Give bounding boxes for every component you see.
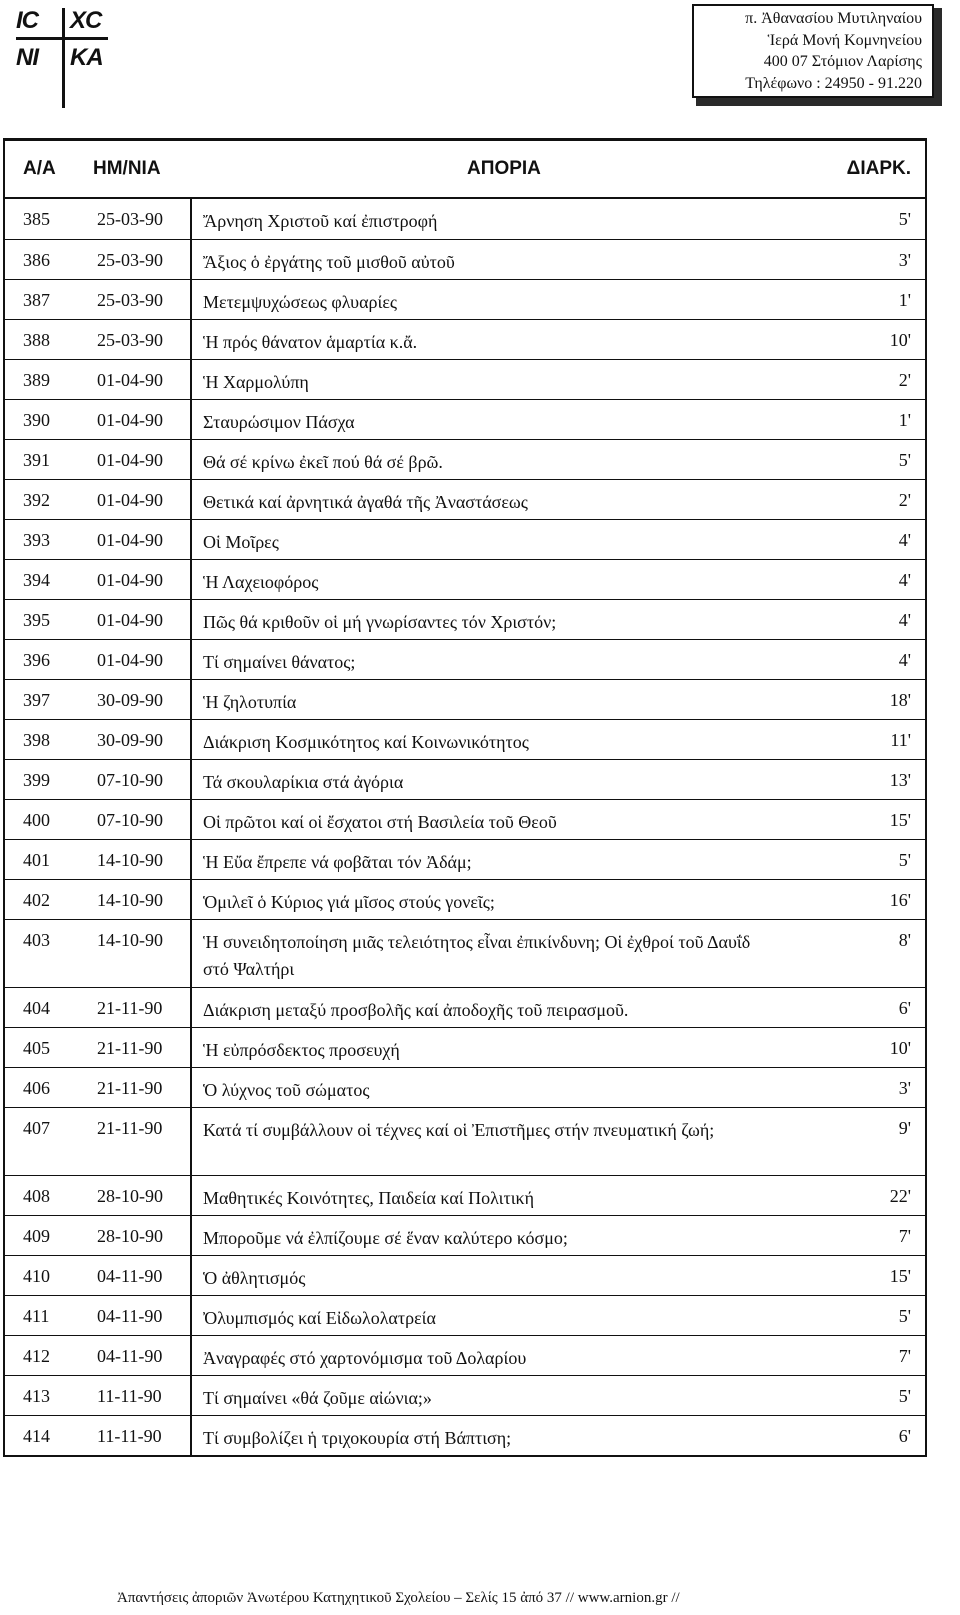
row-question: Πῶς θά κριθοῦν οἱ μή γνωρίσαντες τόν Χριστόν; xyxy=(203,612,557,632)
column-divider xyxy=(190,1336,192,1375)
logo-text-ka: KA xyxy=(70,44,103,71)
table-row xyxy=(5,1415,925,1455)
header-date: ΗΜ/ΝΙΑ xyxy=(93,158,161,179)
row-duration: 4' xyxy=(898,650,911,670)
row-question: Τί σημαίνει θάνατος; xyxy=(203,652,356,672)
column-divider xyxy=(190,800,192,839)
table-row xyxy=(5,1215,925,1255)
row-date: 21-11-90 xyxy=(97,998,163,1018)
column-divider xyxy=(190,199,192,239)
table-header xyxy=(3,138,927,199)
table-row xyxy=(5,359,925,399)
table-row xyxy=(5,199,925,239)
row-date: 25-03-90 xyxy=(97,250,163,270)
logo-text-ni: NI xyxy=(16,44,38,71)
row-number: 409 xyxy=(23,1226,50,1246)
row-duration: 3' xyxy=(898,1078,911,1098)
row-question: Ὁμιλεῖ ὁ Κύριος γιά μῖσος στούς γονεῖς; xyxy=(203,892,495,912)
row-number: 394 xyxy=(23,570,50,590)
row-question: Διάκριση Κοσμικότητος καί Κοινωνικότητος xyxy=(203,732,529,752)
row-date: 07-10-90 xyxy=(97,770,163,790)
row-date: 01-04-90 xyxy=(97,610,163,630)
row-date: 21-11-90 xyxy=(97,1038,163,1058)
row-question: Οἱ Μοῖρες xyxy=(203,532,279,552)
row-number: 407 xyxy=(23,1118,50,1138)
column-divider xyxy=(190,1108,192,1175)
row-date: 28-10-90 xyxy=(97,1186,163,1206)
row-question: Μαθητικές Κοινότητες, Παιδεία καί Πολιτική xyxy=(203,1188,535,1208)
row-date: 04-11-90 xyxy=(97,1266,163,1286)
row-number: 392 xyxy=(23,490,50,510)
header-num: Α/Α xyxy=(23,158,56,179)
row-question: Ἀναγραφές στό χαρτονόμισμα τοῦ Δολαρίου xyxy=(203,1348,527,1368)
row-question: Ἡ πρός θάνατον ἁμαρτία κ.ἄ. xyxy=(203,332,418,352)
column-divider xyxy=(190,760,192,799)
row-duration: 13' xyxy=(889,770,911,790)
column-divider xyxy=(190,240,192,279)
row-question: Διάκριση μεταξύ προσβολῆς καί ἀποδοχῆς τοῦ πειρασμοῦ. xyxy=(203,1000,629,1020)
address-line: 400 07 Στόμιον Λαρίσης xyxy=(763,53,922,70)
row-number: 399 xyxy=(23,770,50,790)
column-divider xyxy=(190,988,192,1027)
row-number: 391 xyxy=(23,450,50,470)
row-duration: 3' xyxy=(898,250,911,270)
row-number: 403 xyxy=(23,930,50,950)
address-box-content xyxy=(692,4,934,98)
table-row xyxy=(5,399,925,439)
row-number: 390 xyxy=(23,410,50,430)
row-duration: 15' xyxy=(889,810,911,830)
row-date: 04-11-90 xyxy=(97,1306,163,1326)
row-number: 386 xyxy=(23,250,50,270)
table-row xyxy=(5,987,925,1027)
column-divider xyxy=(190,560,192,599)
row-duration: 5' xyxy=(898,450,911,470)
row-number: 401 xyxy=(23,850,50,870)
column-divider xyxy=(190,1068,192,1107)
row-number: 385 xyxy=(23,209,50,229)
table-row xyxy=(5,1107,925,1175)
table-row xyxy=(5,479,925,519)
logo-text-xc: XC xyxy=(70,7,102,34)
row-number: 398 xyxy=(23,730,50,750)
row-date: 01-04-90 xyxy=(97,450,163,470)
column-divider xyxy=(190,1296,192,1335)
row-duration: 1' xyxy=(898,290,911,310)
header-duration: ΔΙΑΡΚ. xyxy=(846,158,911,179)
row-number: 402 xyxy=(23,890,50,910)
row-number: 395 xyxy=(23,610,50,630)
table-row xyxy=(5,319,925,359)
row-duration: 2' xyxy=(898,370,911,390)
table-row xyxy=(5,1295,925,1335)
row-number: 411 xyxy=(23,1306,50,1326)
table-row xyxy=(5,759,925,799)
row-duration: 11' xyxy=(890,730,911,750)
column-divider xyxy=(190,400,192,439)
table-row xyxy=(5,1375,925,1415)
row-date: 01-04-90 xyxy=(97,410,163,430)
column-divider xyxy=(190,680,192,719)
row-question: Τί συμβολίζει ἡ τριχοκουρία στή Βάπτιση; xyxy=(203,1428,512,1448)
table-row xyxy=(5,279,925,319)
row-question: Ἄρνηση Χριστοῦ καί ἐπιστροφή xyxy=(203,211,438,231)
row-question: Ὀλυμπισμός καί Εἰδωλολατρεία xyxy=(203,1308,436,1328)
row-duration: 9' xyxy=(898,1118,911,1138)
row-date: 30-09-90 xyxy=(97,690,163,710)
row-duration: 5' xyxy=(898,850,911,870)
column-divider xyxy=(190,1256,192,1295)
row-date: 28-10-90 xyxy=(97,1226,163,1246)
table-row xyxy=(5,1027,925,1067)
row-number: 413 xyxy=(23,1386,50,1406)
row-question: Ἡ Χαρμολύπη xyxy=(203,372,309,392)
row-question: Ἡ συνειδητοποίηση μιᾶς τελειότητος εἶναι ἐπικίνδυνη; Οἱ ἐχθροί τοῦ Δαυΐδ στό Ψαλτήρι xyxy=(203,932,751,979)
column-divider xyxy=(190,920,192,987)
row-date: 14-10-90 xyxy=(97,930,163,950)
header-title: ΑΠΟΡΙΑ xyxy=(467,158,541,179)
row-duration: 1' xyxy=(898,410,911,430)
row-duration: 8' xyxy=(898,930,911,950)
column-divider xyxy=(190,480,192,519)
row-date: 01-04-90 xyxy=(97,570,163,590)
row-number: 404 xyxy=(23,998,50,1018)
row-number: 389 xyxy=(23,370,50,390)
cross-vertical-bar xyxy=(62,8,65,108)
column-divider xyxy=(190,280,192,319)
row-duration: 5' xyxy=(898,209,911,229)
table-row xyxy=(5,719,925,759)
row-date: 01-04-90 xyxy=(97,530,163,550)
address-line: π. Ἀθανασίου Μυτιληναίου xyxy=(745,10,922,27)
row-duration: 2' xyxy=(898,490,911,510)
row-date: 01-04-90 xyxy=(97,490,163,510)
table-row xyxy=(5,519,925,559)
row-duration: 10' xyxy=(889,330,911,350)
row-question: Οἱ πρῶτοι καί οἱ ἔσχατοι στή Βασιλεία τοῦ Θεοῦ xyxy=(203,812,557,832)
row-question: Ἡ Λαχειοφόρος xyxy=(203,572,319,592)
row-question: Ὁ ἀθλητισμός xyxy=(203,1268,306,1288)
row-duration: 4' xyxy=(898,530,911,550)
row-question: Σταυρώσιμον Πάσχα xyxy=(203,412,355,432)
table-row xyxy=(5,559,925,599)
table-row xyxy=(5,239,925,279)
row-question: Μετεμψυχώσεως φλυαρίες xyxy=(203,292,398,312)
questions-table xyxy=(3,138,927,1457)
column-divider xyxy=(190,880,192,919)
row-duration: 7' xyxy=(898,1346,911,1366)
row-duration: 18' xyxy=(889,690,911,710)
row-question: Μποροῦμε νά ἐλπίζουμε σέ ἕναν καλύτερο κόσμο; xyxy=(203,1228,568,1248)
table-row xyxy=(5,679,925,719)
row-date: 01-04-90 xyxy=(97,650,163,670)
row-date: 21-11-90 xyxy=(97,1078,163,1098)
column-divider xyxy=(190,1176,192,1215)
row-number: 406 xyxy=(23,1078,50,1098)
row-duration: 5' xyxy=(898,1386,911,1406)
row-number: 393 xyxy=(23,530,50,550)
row-duration: 15' xyxy=(889,1266,911,1286)
row-number: 405 xyxy=(23,1038,50,1058)
icxc-nika-cross-logo xyxy=(16,4,103,108)
row-duration: 5' xyxy=(898,1306,911,1326)
row-duration: 10' xyxy=(889,1038,911,1058)
table-row xyxy=(5,599,925,639)
table-row xyxy=(5,439,925,479)
table-row xyxy=(5,879,925,919)
row-question: Ἄξιος ὁ ἐργάτης τοῦ μισθοῦ αὐτοῦ xyxy=(203,252,455,272)
table-row xyxy=(5,1335,925,1375)
table-row xyxy=(5,1255,925,1295)
row-question: Ὁ λύχνος τοῦ σώματος xyxy=(203,1080,370,1100)
column-divider xyxy=(190,840,192,879)
cross-horizontal-bar xyxy=(16,37,108,40)
table-row xyxy=(5,639,925,679)
row-number: 396 xyxy=(23,650,50,670)
address-line: Τηλέφωνο : 24950 - 91.220 xyxy=(745,74,922,92)
row-date: 30-09-90 xyxy=(97,730,163,750)
table-row xyxy=(5,1067,925,1107)
column-divider xyxy=(190,520,192,559)
table-body xyxy=(3,199,927,1457)
row-duration: 6' xyxy=(898,998,911,1018)
row-date: 14-10-90 xyxy=(97,850,163,870)
row-date: 25-03-90 xyxy=(97,209,163,229)
row-number: 388 xyxy=(23,330,50,350)
row-number: 414 xyxy=(23,1426,50,1446)
row-question: Θετικά καί ἀρνητικά ἀγαθά τῆς Ἀναστάσεως xyxy=(203,492,528,512)
row-duration: 7' xyxy=(898,1226,911,1246)
column-divider xyxy=(190,1416,192,1455)
row-question: Θά σέ κρίνω ἐκεῖ πού θά σέ βρῶ. xyxy=(203,452,443,472)
row-question: Ἡ ζηλοτυπία xyxy=(203,692,297,712)
column-divider xyxy=(190,320,192,359)
row-date: 04-11-90 xyxy=(97,1346,163,1366)
row-date: 25-03-90 xyxy=(97,290,163,310)
footer-text: Ἀπαντήσεις ἀποριῶν Ἀνωτέρου Κατηχητικοῦ Σχολείου – Σελίς 15 ἀπό 37 // www.arnion.gr // xyxy=(117,1590,680,1606)
column-divider xyxy=(190,1216,192,1255)
row-duration: 6' xyxy=(898,1426,911,1446)
row-date: 14-10-90 xyxy=(97,890,163,910)
row-duration: 4' xyxy=(898,570,911,590)
column-divider xyxy=(190,600,192,639)
row-number: 408 xyxy=(23,1186,50,1206)
column-divider xyxy=(190,360,192,399)
row-question: Τά σκουλαρίκια στά ἀγόρια xyxy=(203,772,404,792)
row-number: 400 xyxy=(23,810,50,830)
table-row xyxy=(5,919,925,987)
row-date: 01-04-90 xyxy=(97,370,163,390)
column-divider xyxy=(190,720,192,759)
address-box xyxy=(692,4,944,108)
table-row xyxy=(5,1175,925,1215)
row-duration: 4' xyxy=(898,610,911,630)
row-date: 25-03-90 xyxy=(97,330,163,350)
row-number: 387 xyxy=(23,290,50,310)
row-number: 410 xyxy=(23,1266,50,1286)
row-duration: 22' xyxy=(889,1186,911,1206)
row-date: 07-10-90 xyxy=(97,810,163,830)
logo-text-ic: IC xyxy=(16,7,38,34)
column-divider xyxy=(190,440,192,479)
row-date: 11-11-90 xyxy=(97,1386,162,1406)
row-number: 397 xyxy=(23,690,50,710)
address-line: Ἱερά Μονή Κομνηνείου xyxy=(767,31,922,49)
row-question: Ἡ Εὔα ἔπρεπε νά φοβᾶται τόν Ἀδάμ; xyxy=(203,852,472,872)
column-divider xyxy=(190,640,192,679)
row-number: 412 xyxy=(23,1346,50,1366)
table-row xyxy=(5,799,925,839)
row-duration: 16' xyxy=(889,890,911,910)
row-date: 11-11-90 xyxy=(97,1426,162,1446)
row-question: Ἡ εὐπρόσδεκτος προσευχή xyxy=(203,1040,400,1060)
row-question: Κατά τί συμβάλλουν οἱ τέχνες καί οἱ Ἐπιστῆμες στήν πνευματική ζωή; xyxy=(203,1120,715,1140)
row-date: 21-11-90 xyxy=(97,1118,163,1138)
row-question: Τί σημαίνει «θά ζοῦμε αἰώνια;» xyxy=(203,1388,432,1408)
column-divider xyxy=(190,1376,192,1415)
table-row xyxy=(5,839,925,879)
column-divider xyxy=(190,1028,192,1067)
